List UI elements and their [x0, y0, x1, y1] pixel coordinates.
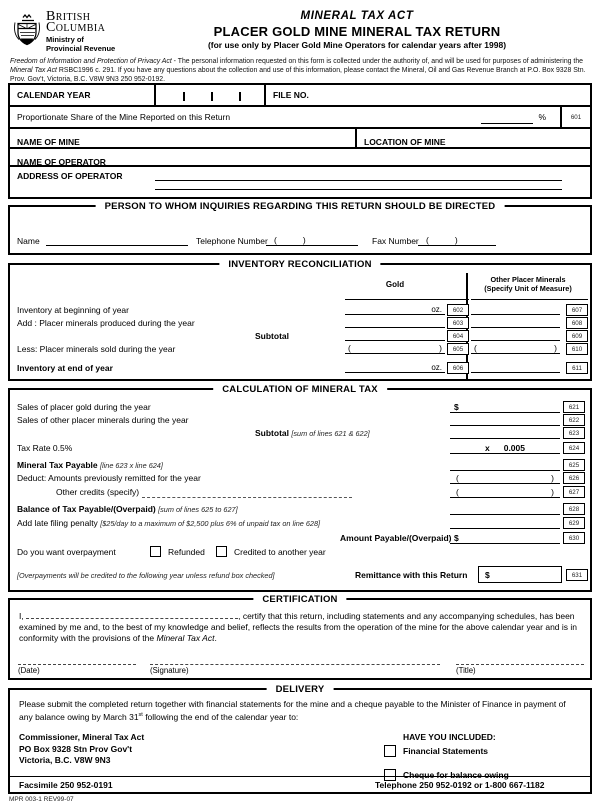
address-input-line-2[interactable]	[155, 189, 562, 190]
gold-column-header: Gold	[385, 280, 405, 289]
tax-rate-value	[450, 441, 560, 454]
paren-open: (	[456, 473, 459, 483]
inventory-section	[8, 259, 592, 381]
telephone-input[interactable]	[266, 233, 358, 246]
date-input-line[interactable]	[18, 655, 136, 665]
deduct-input[interactable]	[450, 471, 560, 484]
telephone-number: Telephone 250 952-0192 or 1-800 667-1182	[375, 780, 545, 790]
row-label: Mineral Tax Payable [line 623 x line 624]	[17, 460, 163, 470]
row-label: Sales of other placer minerals during the year	[17, 415, 189, 425]
subtotal-label: Subtotal	[255, 331, 289, 341]
overpayment-option-row	[10, 546, 590, 559]
name-of-operator-cell[interactable]	[10, 149, 590, 167]
line-number-624: 624	[563, 442, 585, 454]
year-digit-divider	[183, 92, 185, 101]
telephone-label: Telephone Number	[196, 236, 268, 246]
form-title: PLACER GOLD MINE MINERAL TAX RETURN	[213, 24, 501, 39]
row-label: Inventory at end of year	[17, 363, 113, 373]
calendar-year-label: CALENDAR YEAR	[17, 90, 91, 100]
certification-lead: I,	[19, 611, 24, 621]
header-spacer	[534, 8, 592, 54]
certification-section	[8, 594, 592, 680]
calculation-section	[8, 384, 592, 592]
inventory-row-subtotal	[10, 329, 590, 342]
certification-statement	[10, 600, 590, 644]
date-label: (Date)	[18, 666, 40, 675]
line-number-631: 631	[566, 569, 588, 581]
penalty-input[interactable]	[450, 516, 560, 529]
inquiries-section	[8, 201, 592, 255]
inventory-row-produced	[10, 316, 590, 329]
subtotal-input[interactable]	[450, 426, 560, 439]
refunded-checkbox[interactable]	[150, 546, 161, 557]
fax-input[interactable]	[418, 233, 496, 246]
row-other-credits	[10, 485, 590, 499]
year-digit-divider	[211, 92, 213, 101]
address-line-2: PO Box 9328 Stn Prov Gov't	[19, 743, 133, 754]
inquiries-row	[10, 233, 590, 249]
line-number-627: 627	[563, 486, 585, 498]
other-value-input[interactable]	[471, 316, 560, 328]
certification-body: , certify that this return, including statements and any accompanying schedules, has been examined by me and, to the best of my knowledge and belief, reflects the results from the operation of the mine for the above calendar year and is in conformity with the provisions of the	[19, 611, 578, 643]
refunded-label: Refunded	[168, 547, 205, 557]
unit-oz: oz.	[431, 305, 442, 314]
line-number-628: 628	[563, 503, 585, 515]
other-value-input[interactable]	[471, 361, 560, 373]
line-number-601: 601	[560, 107, 590, 127]
remittance-label: Remittance with this Return	[355, 570, 468, 580]
location-of-mine-label: LOCATION OF MINE	[364, 137, 446, 147]
paren-open: (	[274, 235, 277, 245]
row-label: Deduct: Amounts previously remitted for the year	[17, 473, 201, 483]
row-penalty	[10, 516, 590, 530]
title-input-line[interactable]	[456, 655, 584, 665]
address-line-3: Victoria, B.C. V8W 9N3	[19, 755, 111, 765]
row-subtotal	[10, 426, 590, 440]
certification-title: CERTIFICATION	[253, 594, 346, 605]
inventory-row-sold	[10, 342, 590, 355]
signature-input-line[interactable]	[150, 655, 440, 665]
remittance-input[interactable]	[478, 566, 562, 583]
row-amount-payable	[10, 531, 590, 545]
signature-label: (Signature)	[150, 666, 189, 675]
line-number-607: 607	[566, 304, 588, 316]
line-number-622: 622	[563, 414, 585, 426]
other-credits-input[interactable]	[450, 485, 560, 498]
delivery-intro: Please submit the completed return together with financial statements for the mine and a cheque payable to the Minister of Finance in payment of any balance owing by March 31	[19, 699, 566, 722]
gold-value-input[interactable]	[345, 316, 445, 328]
calendar-year-cell	[10, 85, 156, 105]
row-sales-gold	[10, 400, 590, 414]
amount-payable-input[interactable]	[450, 531, 560, 544]
gold-header-rule	[345, 299, 469, 300]
row-deduct	[10, 471, 590, 485]
row-label: Less: Placer minerals sold during the year	[17, 344, 176, 354]
line-number-626: 626	[563, 472, 585, 484]
line-number-610: 610	[566, 343, 588, 355]
row-label: Subtotal [sum of lines 621 & 622]	[255, 428, 370, 438]
unit-oz: oz.	[431, 363, 442, 372]
line-number-602: 602	[447, 304, 469, 316]
facsimile-number: Facsimile 250 952-0191	[19, 780, 113, 790]
bc-coat-of-arms-icon	[12, 9, 42, 54]
file-no-cell[interactable]	[266, 85, 590, 105]
inquiry-name-label: Name	[17, 236, 40, 246]
paren-close: )	[551, 487, 554, 497]
multiply-sign: x	[484, 443, 490, 453]
balance-input[interactable]	[450, 502, 560, 515]
privacy-act-name: Freedom of Information and Protection of Privacy Act	[10, 58, 172, 65]
calculation-title: CALCULATION OF MINERAL TAX	[213, 384, 387, 395]
privacy-text-2: RSBC1996 c. 291. If you have any questions about the collection and use of this information, please contact the Mineral, Oil and Gas Revenue Branch at P.O. Box 9328 Stn. Prov. Gov't, Victoria, B.C. V8W 9N3 250 952-0192.	[10, 67, 586, 83]
mineral-tax-input[interactable]	[450, 458, 560, 471]
ministry-name: Ministry of Provincial Revenue	[46, 35, 116, 53]
act-title: MINERAL TAX ACT	[300, 10, 414, 22]
bc-logo-org-name: British Columbia	[46, 9, 106, 35]
have-you-included-block	[384, 732, 509, 781]
certification-period: .	[214, 633, 217, 643]
address-line-1: Commissioner, Mineral Tax Act	[19, 732, 145, 742]
line-number-630: 630	[563, 532, 585, 544]
location-of-mine-cell[interactable]	[357, 129, 590, 147]
gold-value-input[interactable]	[345, 361, 445, 373]
delivery-address	[19, 732, 144, 767]
credited-label: Credited to another year	[234, 547, 326, 557]
calendar-year-row	[10, 85, 590, 107]
inquiry-name-input[interactable]	[46, 233, 188, 246]
mine-row	[10, 129, 590, 149]
address-of-operator-label: ADDRESS OF OPERATOR	[17, 171, 123, 181]
name-of-operator-label: NAME OF OPERATOR	[17, 157, 106, 167]
dollar-sign: $	[454, 533, 459, 543]
paren-close: )	[439, 343, 442, 353]
form-number: MPR 003-1 REV99-07	[9, 796, 74, 803]
dollar-sign: $	[454, 402, 459, 412]
title-label: (Title)	[456, 666, 476, 675]
privacy-notice	[8, 54, 592, 83]
row-mineral-tax	[10, 458, 590, 472]
gold-value-input[interactable]	[345, 303, 445, 315]
sales-other-input[interactable]	[450, 413, 560, 426]
paren-open: (	[456, 487, 459, 497]
address-input-line-1[interactable]	[155, 180, 562, 181]
row-sales-other	[10, 413, 590, 427]
proportionate-share-row	[10, 107, 590, 129]
overpayment-note: [Overpayments will be credited to the following year unless refund box checked]	[17, 571, 275, 580]
paren-open: (	[474, 343, 477, 353]
row-label: Inventory at beginning of year	[17, 305, 129, 315]
line-number-605: 605	[447, 343, 469, 355]
paren-open: (	[426, 235, 429, 245]
gold-value-input[interactable]	[345, 329, 445, 341]
line-number-625: 625	[563, 459, 585, 471]
delivery-contact-row	[10, 776, 590, 792]
certification-act-name: Mineral Tax Act	[156, 633, 215, 643]
fax-label: Fax Number	[372, 236, 419, 246]
proportionate-share-input[interactable]	[481, 111, 533, 124]
financial-statements-label: Financial Statements	[403, 746, 489, 756]
have-you-included-title: HAVE YOU INCLUDED:	[403, 732, 496, 742]
form-header	[8, 8, 592, 54]
delivery-section	[8, 684, 592, 794]
file-no-label: FILE NO.	[273, 90, 309, 100]
bc-logo	[8, 8, 180, 54]
inventory-title: INVENTORY RECONCILIATION	[219, 259, 380, 270]
row-label: Amount Payable/(Overpaid)	[340, 533, 452, 543]
line-number-621: 621	[563, 401, 585, 413]
privacy-text-1: - The personal information requested on this form is collected under the authority of, and will be used for purposes of administering the	[171, 58, 583, 65]
remittance-row	[10, 566, 590, 584]
row-label: Add late filing penalty [$25/day to a maximum of $2,500 plus 6% of unpaid tax on line 628]	[17, 518, 321, 528]
other-value-input[interactable]	[471, 342, 560, 354]
other-credits-specify-input[interactable]	[142, 497, 352, 498]
delivery-intro-2: following the end of the calendar year to:	[142, 711, 299, 722]
other-minerals-column-header	[471, 275, 585, 293]
paren-close: )	[454, 235, 458, 245]
certifier-name-input[interactable]	[26, 610, 238, 619]
privacy-mineral-act: Mineral Tax Act	[10, 67, 57, 74]
form-subtitle: (for use only by Placer Gold Mine Operators for calendar years after 1998)	[207, 40, 507, 50]
financial-statements-row	[384, 745, 509, 757]
credited-checkbox[interactable]	[216, 546, 227, 557]
line-number-629: 629	[563, 517, 585, 529]
name-of-mine-cell[interactable]	[10, 129, 357, 147]
line-number-608: 608	[566, 317, 588, 329]
financial-statements-checkbox[interactable]	[384, 745, 396, 757]
delivery-intro-superscript: st	[138, 712, 143, 718]
line-number-606: 606	[447, 362, 469, 374]
calendar-year-input[interactable]	[156, 85, 266, 105]
paren-close: )	[554, 343, 557, 353]
tax-rate-factor: 0.005	[503, 443, 525, 453]
line-number-611: 611	[566, 362, 588, 374]
gold-value-input[interactable]	[345, 342, 445, 354]
cheque-label: Cheque for balance owing	[403, 770, 509, 780]
row-tax-rate	[10, 441, 590, 455]
address-input-line-3[interactable]	[155, 198, 562, 199]
proportionate-share-label: Proportionate Share of the Mine Reported on this Return	[17, 112, 231, 122]
other-minerals-header-line1: Other Placer Minerals	[490, 275, 566, 284]
year-digit-divider	[239, 92, 241, 101]
sales-gold-input[interactable]	[450, 400, 560, 413]
bc-logo-text	[46, 8, 115, 54]
delivery-title: DELIVERY	[267, 684, 334, 695]
other-minerals-header-line2: (Specify Unit of Measure)	[484, 284, 572, 293]
inquiries-title: PERSON TO WHOM INQUIRIES REGARDING THIS RETURN SHOULD BE DIRECTED	[96, 201, 505, 212]
inventory-row-ending	[10, 361, 590, 374]
row-label: Add : Placer minerals produced during the year	[17, 318, 195, 328]
inventory-row-beginning	[10, 303, 590, 316]
row-label: Sales of placer gold during the year	[17, 402, 151, 412]
row-label: Balance of Tax Payable/(Overpaid) [sum of lines 625 to 627]	[17, 504, 238, 514]
line-number-604: 604	[447, 330, 469, 342]
dollar-sign: $	[485, 570, 490, 580]
identification-section	[8, 83, 592, 199]
paren-open: (	[348, 343, 351, 353]
signature-area	[10, 655, 590, 675]
paren-close: )	[302, 235, 306, 245]
paren-close: )	[551, 473, 554, 483]
line-number-603: 603	[447, 317, 469, 329]
row-label: Tax Rate 0.5%	[17, 443, 73, 453]
line-number-609: 609	[566, 330, 588, 342]
overpayment-question: Do you want overpayment	[17, 547, 116, 557]
other-value-input[interactable]	[471, 329, 560, 341]
line-number-623: 623	[563, 427, 585, 439]
row-label: Other credits (specify)	[56, 487, 140, 497]
address-of-operator-cell	[10, 167, 590, 201]
form-titles	[180, 8, 534, 54]
percent-sign: %	[538, 112, 546, 122]
other-value-input[interactable]	[471, 303, 560, 315]
other-header-rule	[471, 299, 588, 300]
row-balance	[10, 502, 590, 516]
name-of-mine-label: NAME OF MINE	[17, 137, 80, 147]
